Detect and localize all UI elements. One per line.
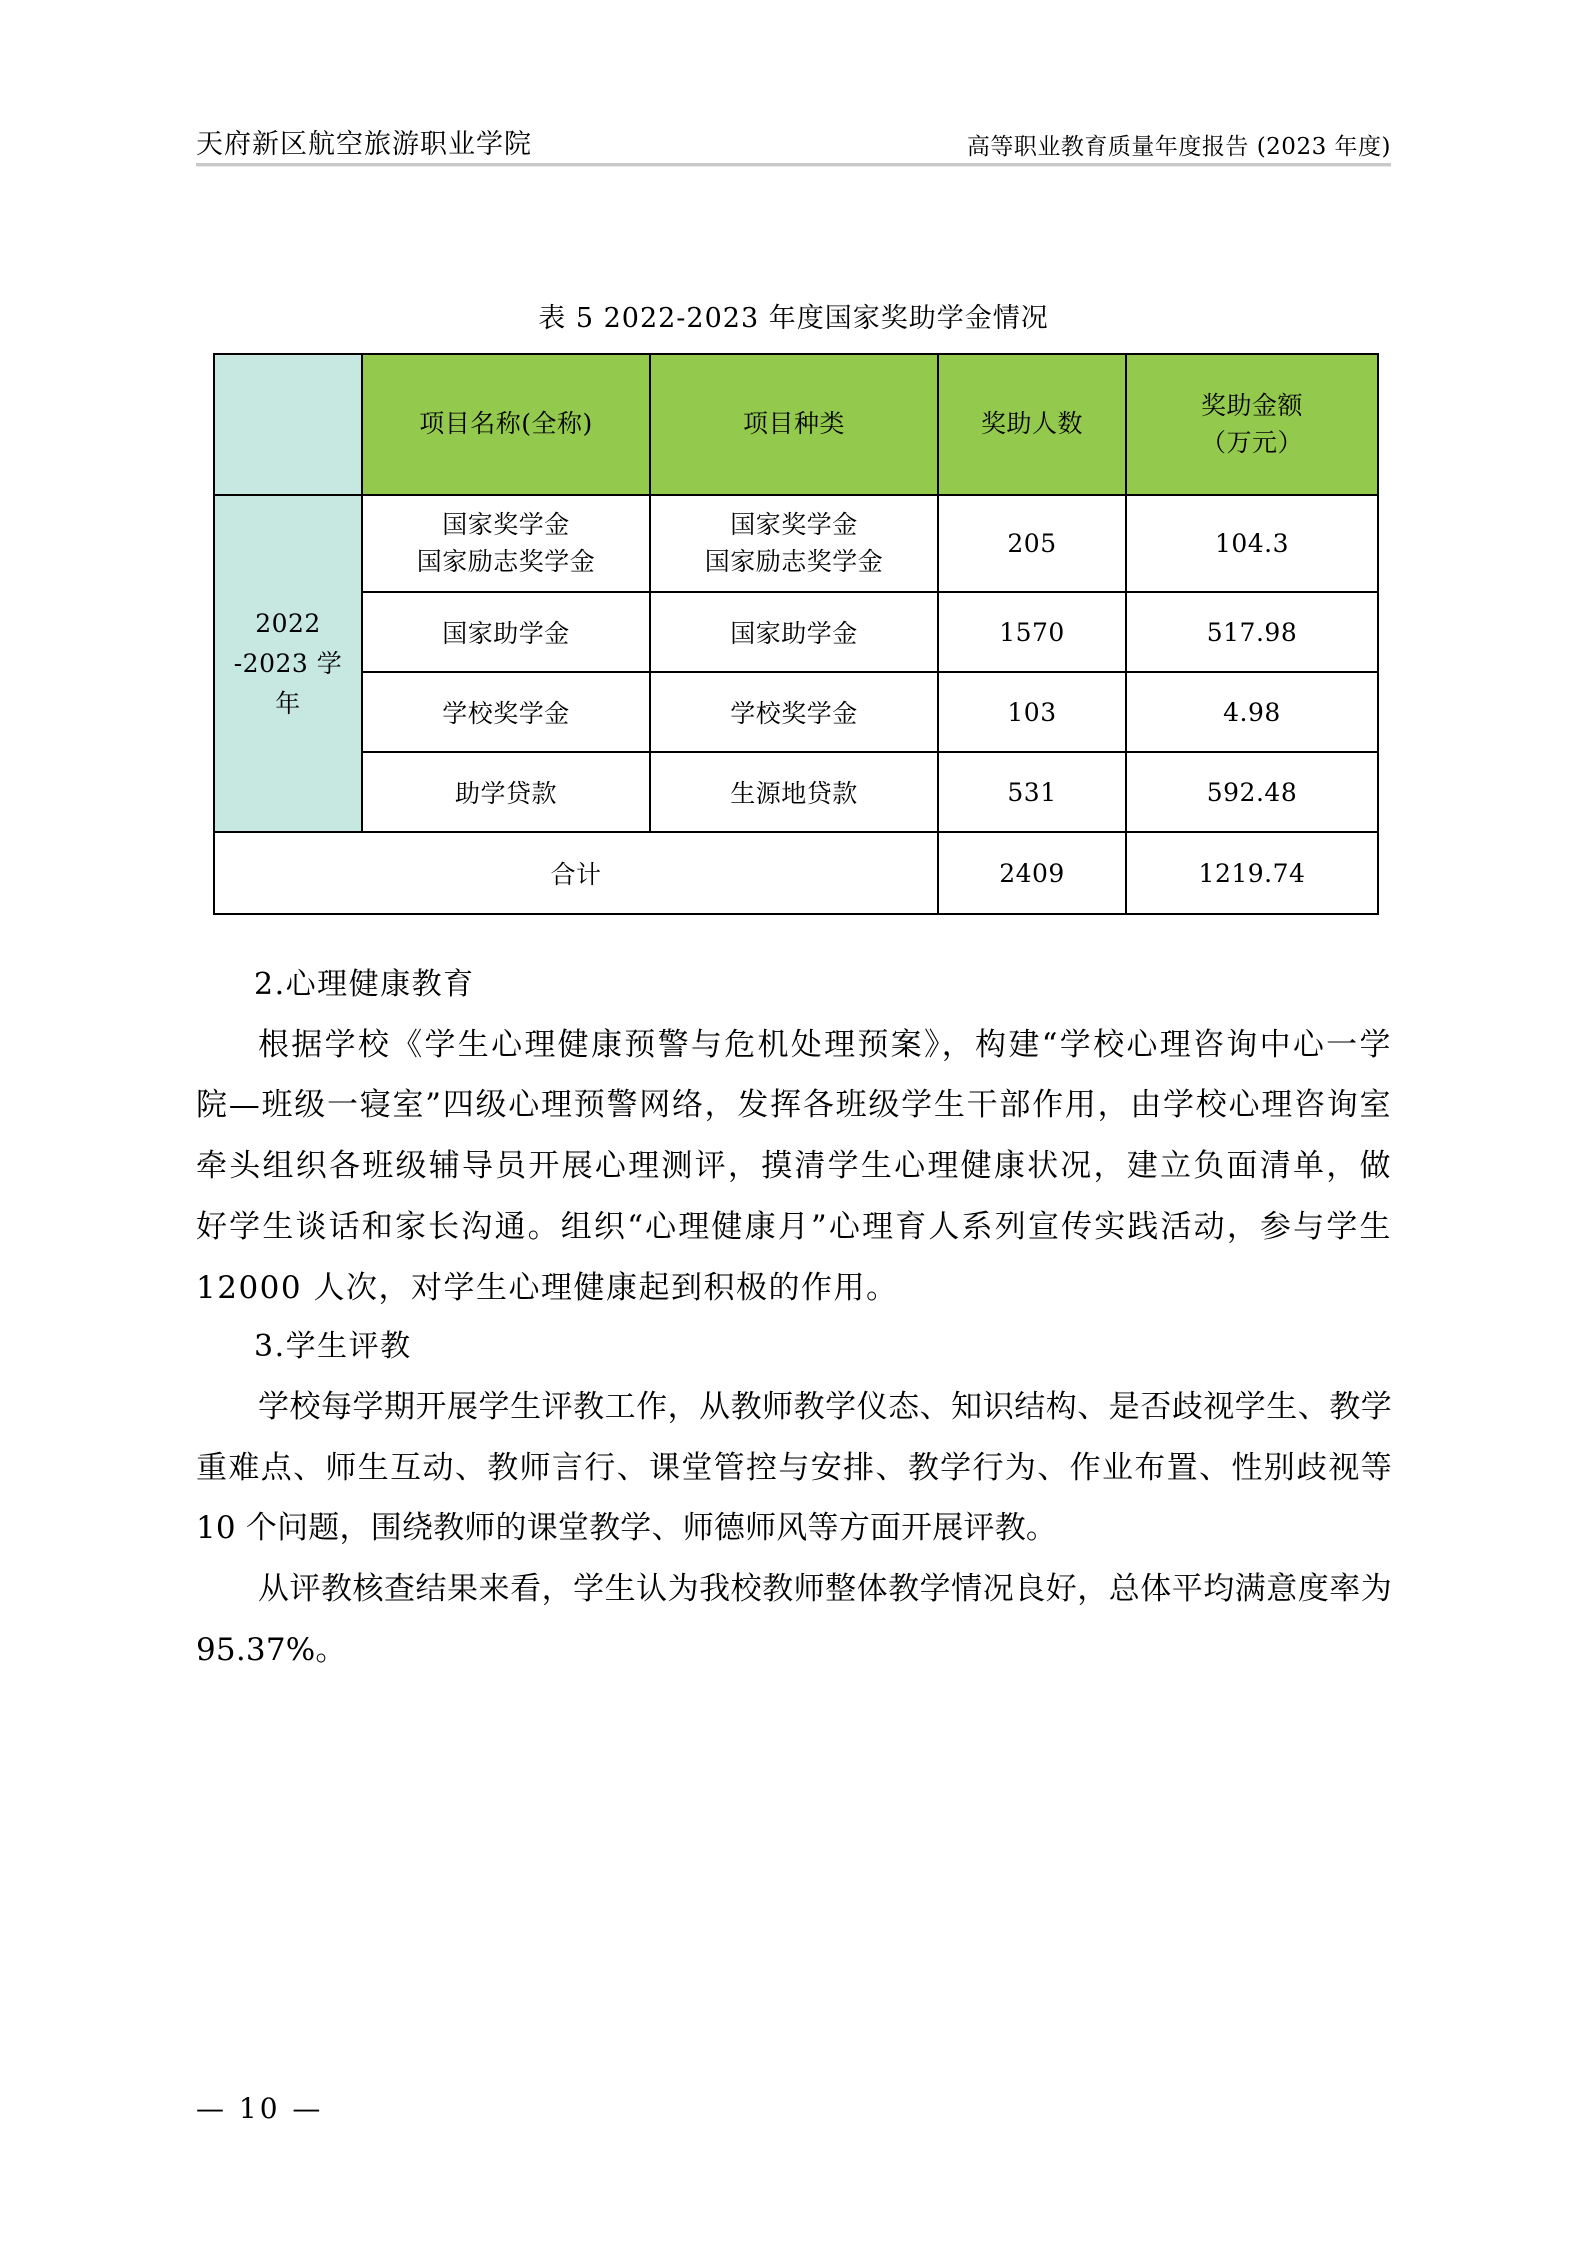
table-cell-name: 国家助学金 xyxy=(362,592,650,672)
table-total-count: 2409 xyxy=(938,832,1126,914)
table-header-amount-line2: （万元） xyxy=(1200,427,1303,457)
table-cell-amount: 592.48 xyxy=(1126,752,1378,832)
table-cell-count: 103 xyxy=(938,672,1126,752)
table-year-label-line3: 年 xyxy=(275,688,301,718)
table-header-name: 项目名称(全称) xyxy=(362,354,650,495)
table-header-row xyxy=(214,354,1378,495)
table-cell-name: 学校奖学金 xyxy=(362,672,650,752)
section-paragraph-2: 根据学校《学生心理健康预警与危机处理预案》，构建“学校心理咨询中心一学院—班级一寝室”四级心理预警网络，发挥各班级学生干部作用，由学校心理咨询室牵头组织各班级辅导员开展心理测评，摸清学生心理健康状况，建立负面清单，做好学生谈话和家长沟通。组织“心理健康月”心理育人系列宣传实践活动，参与学生 12000 人次，对学生心理健康起到积极的作用。 xyxy=(196,1026,1392,1306)
table-cell-amount: 517.98 xyxy=(1126,592,1378,672)
table-cell-name xyxy=(362,495,650,592)
table-cell-amount: 4.98 xyxy=(1126,672,1378,752)
award-table xyxy=(213,353,1379,915)
page-number: — 10 — xyxy=(196,2092,324,2125)
table-row xyxy=(214,672,1378,752)
running-header xyxy=(196,108,1391,160)
award-table-container xyxy=(213,353,1377,915)
table-cell-kind-line2: 国家励志奖学金 xyxy=(704,546,884,576)
table-row xyxy=(214,752,1378,832)
table-cell-name-line1: 国家奖学金 xyxy=(442,510,570,540)
table-total-amount: 1219.74 xyxy=(1126,832,1378,914)
table-total-label: 合计 xyxy=(214,832,938,914)
table-year-label-line2: -2023 学 xyxy=(233,648,343,678)
section-paragraph-3b: 从评教核查结果来看，学生认为我校教师整体教学情况良好，总体平均满意度率为 95.37%。 xyxy=(196,1571,1392,1668)
table-cell-name: 助学贷款 xyxy=(362,752,650,832)
table-year-label xyxy=(214,495,362,832)
header-institution-name: 天府新区航空旅游职业学院 xyxy=(196,129,532,161)
section-paragraph-3a: 学校每学期开展学生评教工作，从教师教学仪态、知识结构、是否歧视学生、教学重难点、师生互动、教师言行、课堂管控与安排、教学行为、作业布置、性别歧视等 10 个问题，围绕教师的课堂教学、师德师风等方面开展评教。 xyxy=(196,1388,1392,1547)
table-year-label-line1: 2022 xyxy=(255,608,321,638)
section-heading-3: 3.学生评教 xyxy=(254,1329,412,1365)
table-row xyxy=(214,495,1378,592)
table-total-row xyxy=(214,832,1378,914)
table-header-count: 奖助人数 xyxy=(938,354,1126,495)
table-cell-count: 1570 xyxy=(938,592,1126,672)
table-cell-name-line2: 国家励志奖学金 xyxy=(416,546,596,576)
table-cell-kind-line1: 国家奖学金 xyxy=(730,510,858,540)
table-row xyxy=(214,592,1378,672)
section-heading-2: 2.心理健康教育 xyxy=(254,967,475,1002)
table-cell-count: 531 xyxy=(938,752,1126,832)
table-cell-kind: 国家助学金 xyxy=(650,592,938,672)
table-header-amount-line1: 奖助金额 xyxy=(1200,391,1303,421)
body-text-column xyxy=(196,956,1392,1681)
header-divider-rule xyxy=(196,163,1391,166)
table-cell-kind: 学校奖学金 xyxy=(650,672,938,752)
table-cell-kind: 生源地贷款 xyxy=(650,752,938,832)
table-cell-kind xyxy=(650,495,938,592)
table-caption: 表 5 2022-2023 年度国家奖助学金情况 xyxy=(538,303,1049,334)
table-cell-count: 205 xyxy=(938,495,1126,592)
table-cell-amount: 104.3 xyxy=(1126,495,1378,592)
table-header-year-blank xyxy=(214,354,362,495)
table-header-kind: 项目种类 xyxy=(650,354,938,495)
table-header-amount xyxy=(1126,354,1378,495)
header-report-title: 高等职业教育质量年度报告 (2023 年度) xyxy=(966,133,1391,160)
